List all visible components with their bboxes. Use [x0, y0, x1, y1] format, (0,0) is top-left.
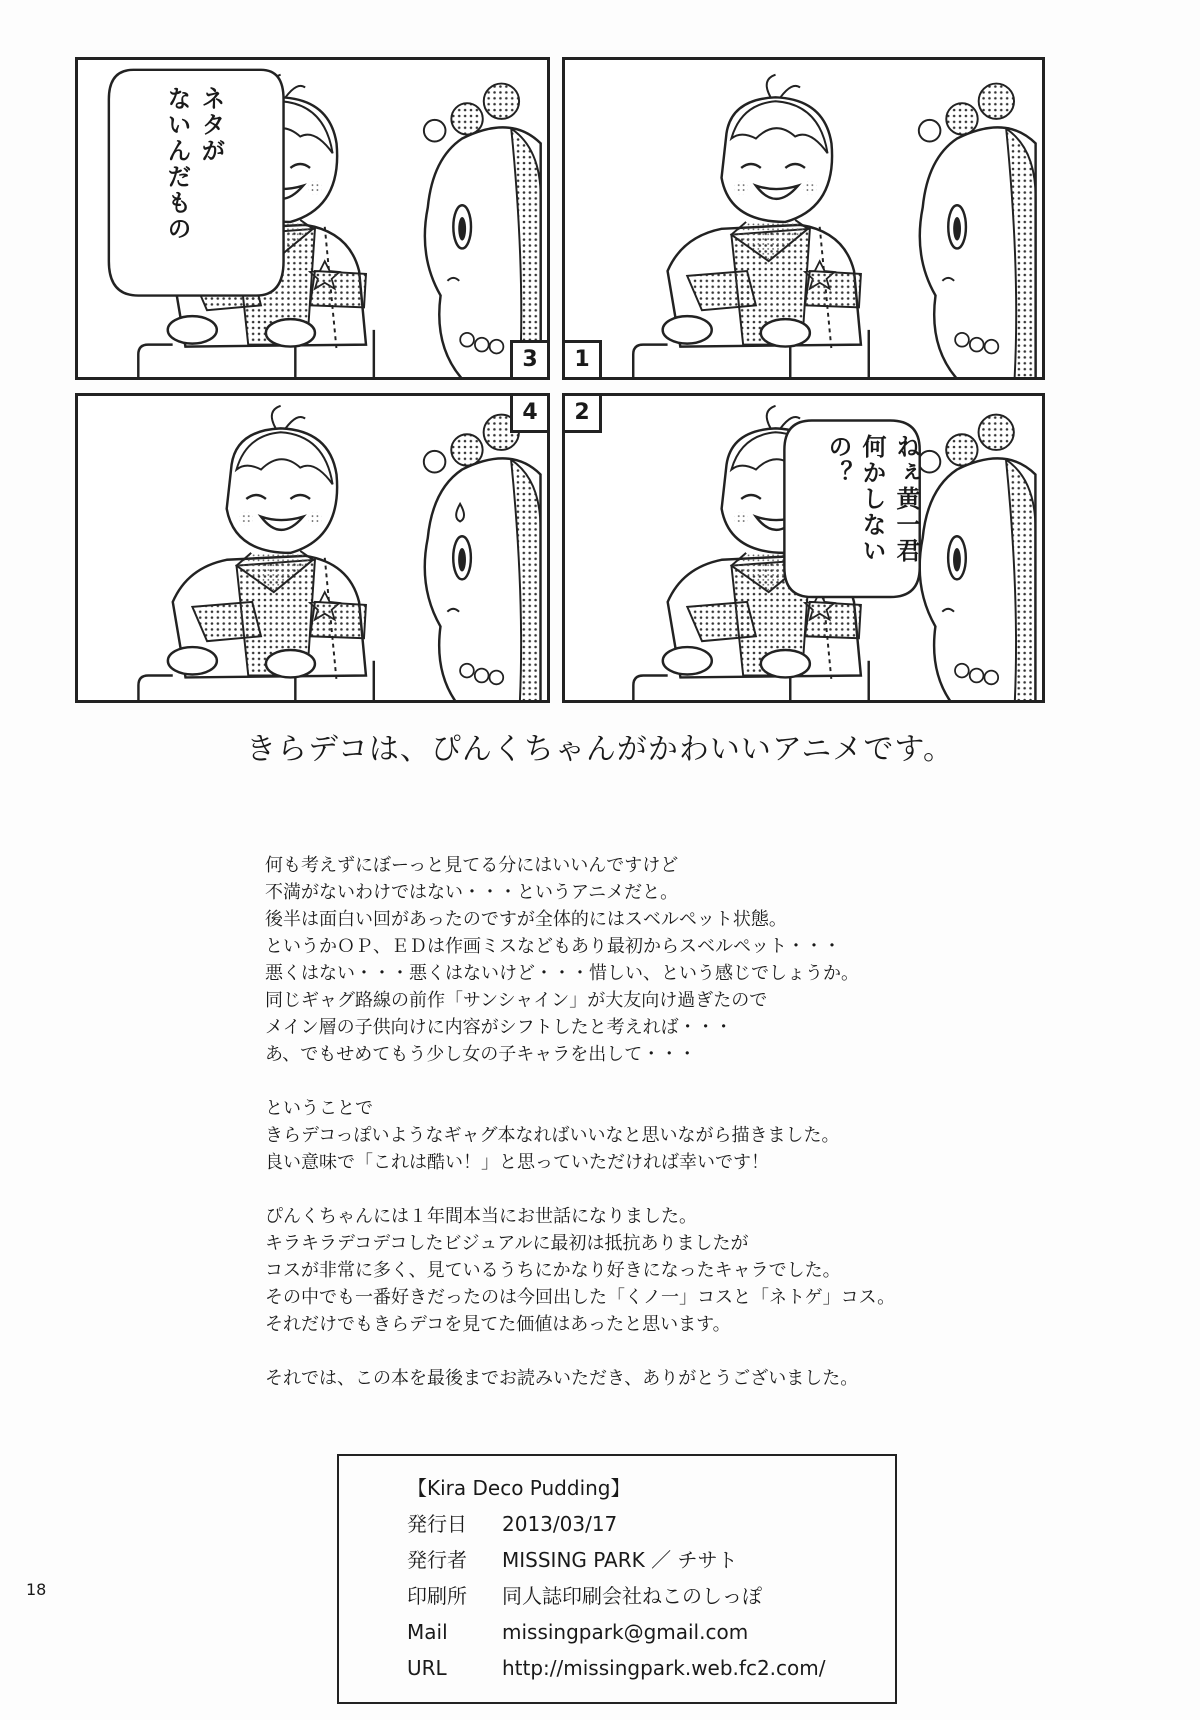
afterword-paragraph [265, 852, 1145, 1068]
page-caption: きらデコは、ぴんくちゃんがかわいいアニメです。 [246, 732, 954, 767]
colophon-label: 印刷所 [407, 1584, 467, 1608]
text-line: 同じギャグ路線の前作「サンシャイン」が大友向け過ぎたので [265, 990, 768, 1011]
afterword-paragraph [265, 1365, 1145, 1392]
colophon-row [407, 1578, 895, 1614]
text-line: ということで [265, 1098, 373, 1119]
colophon-value: 2013/03/17 [502, 1512, 618, 1536]
speech-text [160, 86, 228, 286]
text-line: キラキラデコデコしたビジュアルに最初は抵抗ありましたが [265, 1233, 749, 1254]
colophon-row [407, 1614, 895, 1650]
colophon-email: missingpark@gmail.com [502, 1620, 749, 1644]
panel-number: 2 [562, 393, 602, 433]
comic-panel-4 [75, 393, 550, 703]
colophon-row [407, 1506, 895, 1542]
text-line: あ、でもせめてもう少し女の子キャラを出して・・・ [265, 1044, 697, 1065]
speech-line: ないんだもの [163, 86, 191, 242]
afterword-text [265, 852, 1145, 1419]
speech-balloon [565, 396, 1042, 700]
speech-balloon [78, 60, 547, 377]
text-line: 良い意味で「これは酷い！」と思っていただければ幸いです！ [265, 1152, 769, 1173]
text-line: コスが非常に多く、見ているうちにかなり好きになったキャラでした。 [265, 1260, 841, 1281]
colophon-value: MISSING PARK ／ チサト [502, 1548, 738, 1572]
colophon-label: Mail [407, 1620, 448, 1644]
colophon-row [407, 1650, 895, 1686]
panel-art [565, 60, 1042, 377]
afterword-paragraph [265, 1095, 1145, 1176]
text-line: 不満がないわけではない・・・というアニメだと。 [265, 882, 679, 903]
colophon-label: 発行日 [407, 1512, 467, 1536]
page-number: 18 [26, 1580, 47, 1599]
text-line: 何も考えずにぼーっと見てる分にはいいんですけど [265, 855, 679, 876]
text-line: というかＯＰ、ＥＤは作画ミスなどもあり最初からスベルペット・・・ [265, 936, 841, 957]
text-line: きらデコっぽいようなギャグ本なればいいなと思いながら描きました。 [265, 1125, 840, 1146]
text-line: 悪くはない・・・悪くはないけど・・・惜しい、という感じでしょうか。 [265, 963, 859, 984]
text-line: メイン層の子供向けに内容がシフトしたと考えれば・・・ [265, 1017, 733, 1038]
speech-line: ネタが [197, 86, 225, 164]
speech-line: ねぇ黄一君 [892, 434, 920, 564]
comic-panel-1 [562, 57, 1045, 380]
colophon-value: 同人誌印刷会社ねこのしっぽ [502, 1584, 762, 1608]
text-line: 後半は面白い回があったのですが全体的にはスベルペット状態。 [265, 909, 787, 930]
text-line: それでは、この本を最後までお読みいただき、ありがとうございました。 [265, 1368, 859, 1389]
colophon-row [407, 1542, 895, 1578]
afterword-paragraph [265, 1203, 1145, 1338]
text-line: それだけでもきらデコを見てた価値はあったと思います。 [265, 1314, 731, 1335]
comic-panel-2 [562, 393, 1045, 703]
speech-text [821, 434, 923, 604]
colophon-label: URL [407, 1656, 447, 1680]
speech-line: 何かしないの？ [824, 434, 886, 564]
panel-art [78, 396, 547, 700]
panel-number: 3 [510, 340, 550, 380]
text-line: その中でも一番好きだったのは今回出した「くノ一」コスと「ネトゲ」コス。 [265, 1287, 896, 1308]
colophon-label: 発行者 [407, 1548, 467, 1572]
colophon-url: http://missingpark.web.fc2.com/ [502, 1656, 826, 1680]
colophon-title: 【Kira Deco Pudding】 [407, 1476, 631, 1500]
panel-number: 4 [510, 393, 550, 433]
colophon-box [337, 1454, 897, 1704]
text-line: ぴんくちゃんには１年間本当にお世話になりました。 [265, 1206, 697, 1227]
panel-number: 1 [562, 340, 602, 380]
comic-panel-3 [75, 57, 550, 380]
